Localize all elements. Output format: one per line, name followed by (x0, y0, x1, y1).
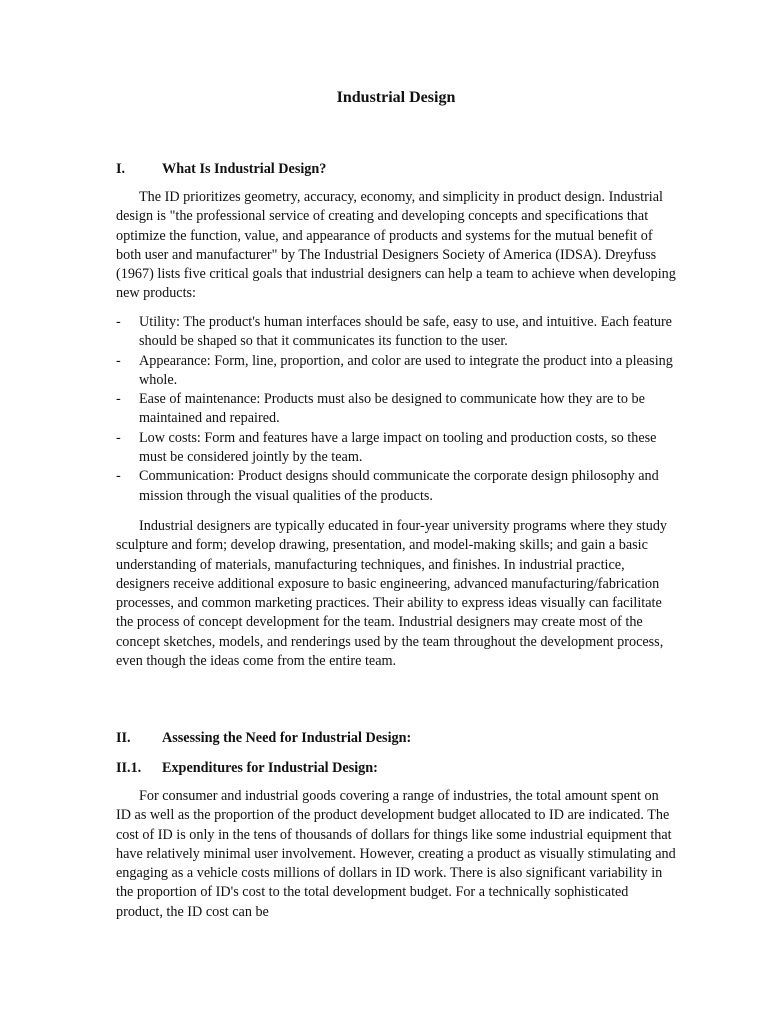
bullet-dash: - (116, 391, 121, 408)
design-goal-low-costs: Low costs: Form and features have a large impact on tooling and production costs, so these must be considered jointly by the team. (139, 429, 657, 466)
bullet-dash: - (116, 352, 121, 369)
section-2-1-heading-text: Expenditures for Industrial Design: (162, 760, 378, 776)
document-title: Industrial Design (336, 89, 456, 106)
design-goals-list (116, 313, 676, 506)
design-goal-maintenance: Ease of maintenance: Products must also be designed to communicate how they are to be maintained and repaired. (139, 391, 645, 427)
bullet-dash: - (116, 468, 121, 485)
bullet-dash: - (116, 429, 121, 446)
design-goal-item (116, 467, 676, 506)
design-goal-item (116, 429, 676, 468)
design-goal-item (116, 313, 676, 352)
section-1-heading (116, 160, 676, 179)
design-goal-item (116, 352, 676, 391)
section-1-number: I. (116, 161, 126, 177)
design-goal-utility: Utility: The product's human interfaces should be safe, easy to use, and intuitive. Each feature should be shaped so that it communicates its function to the user. (139, 314, 672, 350)
design-goal-item (116, 390, 676, 429)
section-2-1-number: II.1. (116, 760, 142, 776)
section-2-heading (116, 729, 676, 748)
bullet-dash: - (116, 314, 121, 330)
design-goal-appearance: Appearance: Form, line, proportion, and color are used to integrate the product into a pleasing whole. (139, 352, 673, 388)
section-2-1-body-paragraph: For consumer and industrial goods covering a range of industries, the total amount spent on ID as well as the proportion of the product development budget allocated to ID are indicated. The cost of ID is only in the tens of thousands of dollars for things like some industrial equipment that have relatively minimal user involvement. However, creating a product as visually stimulating and engaging as a vehicle costs millions of dollars in ID work. There is also significant variability in the proportion of ID's cost to the total development budget. For a technically sophisticated product, the ID cost can be (116, 788, 676, 920)
section-2-1-heading (116, 759, 676, 778)
section-1-body-paragraph: Industrial designers are typically educated in four-year university programs where they study sculpture and form; develop drawing, presentation, and model-making skills; and gain a basic understanding of materials, manufacturing techniques, and finishes. In industrial practice, designers receive additional exposure to basic engineering, advanced manufacturing/fabrication processes, and common marketing practices. Their ability to express ideas visually can facilitate the process of concept development for the team. Industrial designers may create most of the concept sketches, models, and renderings used by the team throughout the development process, even though the ideas come from the entire team. (116, 518, 668, 670)
section-2-number: II. (116, 730, 131, 746)
section-1-intro-paragraph: The ID prioritizes geometry, accuracy, economy, and simplicity in product design. Industrial design is "the professional service of creating and developing concepts and specifications that optimize the function, value, and appearance of products and systems for the mutual benefit of both user and manufacturer" by The Industrial Designers Society of America (IDSA). Dreyfuss (1967) lists five critical goals that industrial designers can help a team to achieve when developing new products: (116, 189, 676, 302)
section-2-heading-text: Assessing the Need for Industrial Design: (162, 730, 412, 746)
design-goal-communication: Communication: Product designs should communicate the corporate design philosophy and mission through the visual qualities of the products. (139, 468, 659, 504)
section-1-heading-text: What Is Industrial Design? (162, 161, 327, 177)
